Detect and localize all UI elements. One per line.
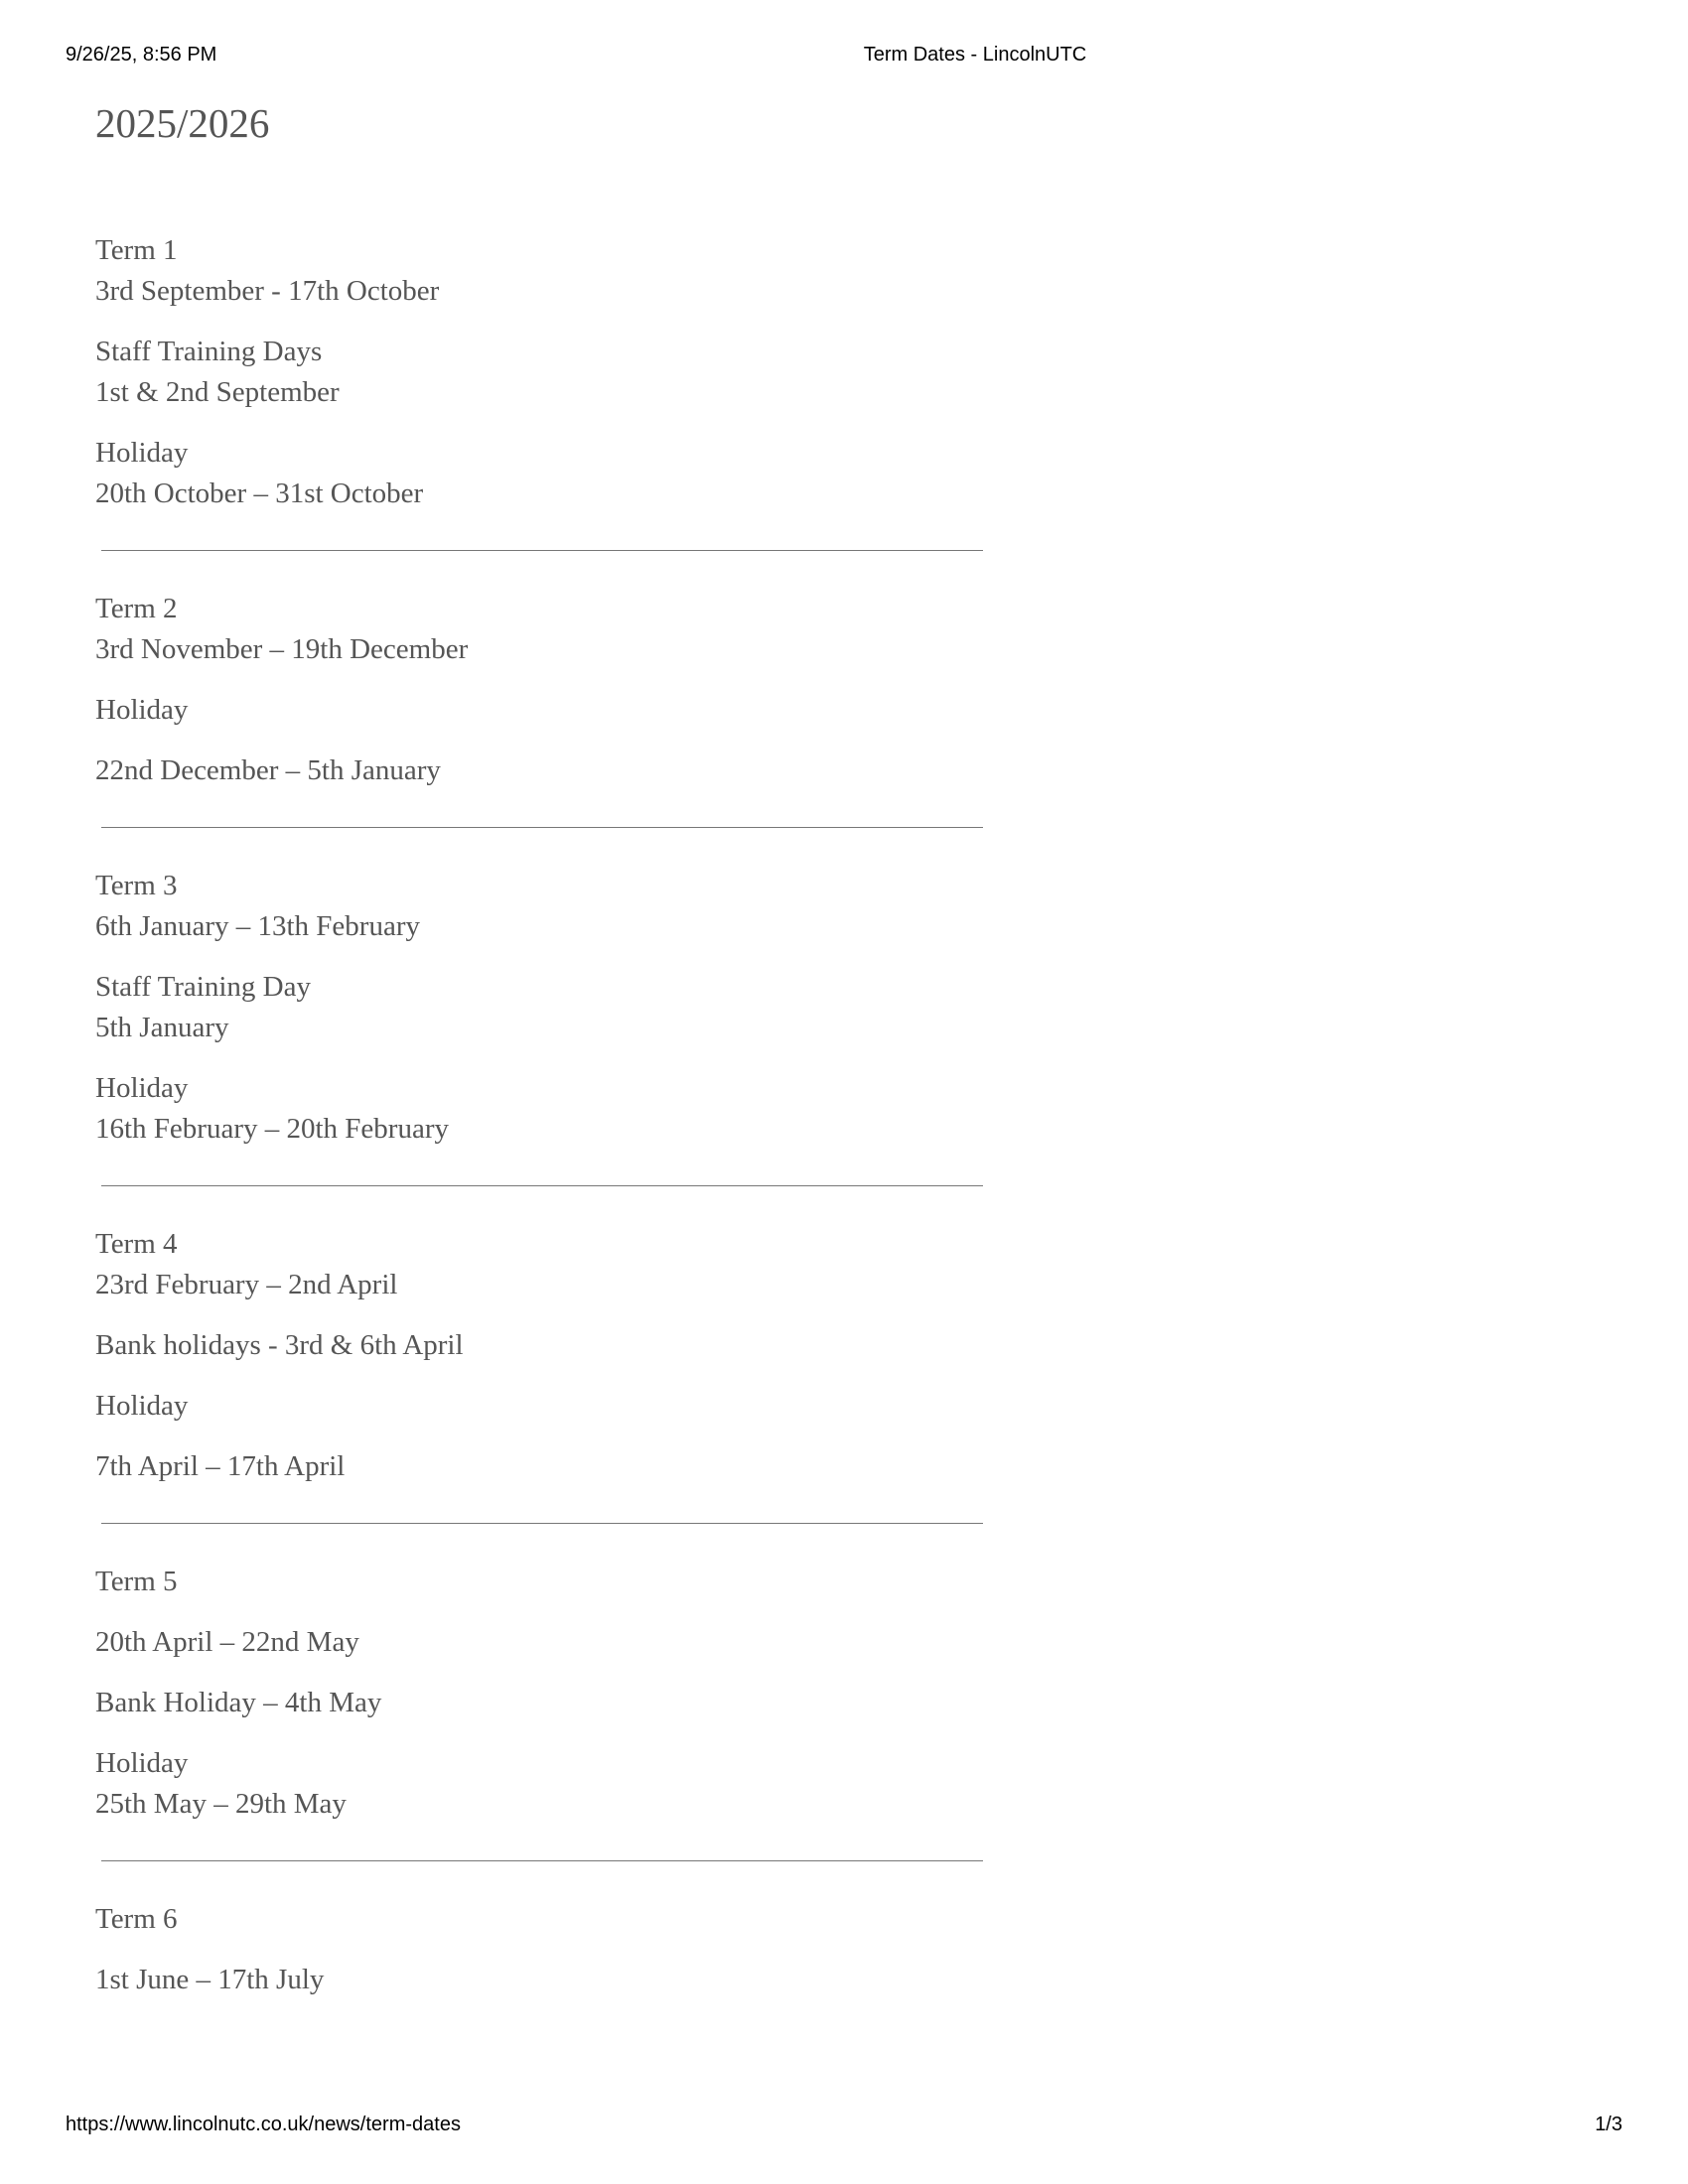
term-block bbox=[95, 866, 1088, 1150]
entry-label: Holiday bbox=[95, 437, 189, 469]
entry-dates: 6th January – 13th February bbox=[95, 910, 420, 942]
term-entry bbox=[95, 433, 1088, 514]
term-entry bbox=[95, 230, 1088, 312]
term-block bbox=[95, 1224, 1088, 1487]
term-entry bbox=[95, 1068, 1088, 1150]
term-block bbox=[95, 589, 1088, 791]
print-url: https://www.lincolnutc.co.uk/news/term-dates bbox=[66, 2114, 461, 2135]
entry-label: Staff Training Day bbox=[95, 971, 311, 1003]
entry-label: Term 4 bbox=[95, 1228, 178, 1260]
print-page-title: Term Dates - LincolnUTC bbox=[863, 44, 1087, 66]
entry-label: Holiday bbox=[95, 1072, 189, 1104]
entry-label: Term 3 bbox=[95, 870, 178, 901]
term-entry bbox=[95, 1386, 1088, 1427]
term-block bbox=[95, 1562, 1088, 1825]
entry-dates: 16th February – 20th February bbox=[95, 1113, 449, 1145]
entry-label: 7th April – 17th April bbox=[95, 1450, 346, 1482]
term-entry bbox=[95, 690, 1088, 731]
entry-label: Bank Holiday – 4th May bbox=[95, 1687, 382, 1718]
divider-line bbox=[101, 1523, 983, 1524]
term-entry bbox=[95, 1325, 1088, 1366]
entry-label: Bank holidays - 3rd & 6th April bbox=[95, 1329, 464, 1361]
term-entry bbox=[95, 1960, 1088, 2000]
term-entry bbox=[95, 1683, 1088, 1723]
entry-label: Term 1 bbox=[95, 234, 178, 266]
divider-line bbox=[101, 1860, 983, 1861]
term-entry bbox=[95, 332, 1088, 413]
term-entry bbox=[95, 1622, 1088, 1663]
entry-label: Holiday bbox=[95, 1747, 189, 1779]
term-entry bbox=[95, 967, 1088, 1048]
print-footer bbox=[0, 2114, 1688, 2141]
term-entry bbox=[95, 1743, 1088, 1825]
entry-label: Staff Training Days bbox=[95, 336, 323, 367]
year-title: 2025/2026 bbox=[95, 100, 270, 146]
entry-label: Term 2 bbox=[95, 593, 178, 624]
term-entry bbox=[95, 589, 1088, 670]
term-entry bbox=[95, 751, 1088, 791]
term-list bbox=[95, 230, 1088, 2000]
term-entry bbox=[95, 1446, 1088, 1487]
entry-dates: 1st & 2nd September bbox=[95, 376, 340, 408]
entry-dates: 20th October – 31st October bbox=[95, 478, 424, 509]
print-header bbox=[0, 44, 1688, 71]
entry-dates: 25th May – 29th May bbox=[95, 1788, 347, 1820]
divider-line bbox=[101, 550, 983, 551]
entry-dates: 23rd February – 2nd April bbox=[95, 1269, 398, 1300]
entry-dates: 3rd November – 19th December bbox=[95, 633, 469, 665]
page-content bbox=[95, 97, 1088, 2020]
print-datetime: 9/26/25, 8:56 PM bbox=[66, 44, 217, 66]
entry-label: 22nd December – 5th January bbox=[95, 754, 441, 786]
entry-label: Holiday bbox=[95, 694, 189, 726]
term-entry bbox=[95, 866, 1088, 947]
entry-label: Term 5 bbox=[95, 1566, 178, 1597]
print-page-number: 1/3 bbox=[1595, 2114, 1622, 2135]
entry-label: 1st June – 17th July bbox=[95, 1964, 325, 1995]
divider-line bbox=[101, 1185, 983, 1186]
entry-label: Term 6 bbox=[95, 1903, 178, 1935]
entry-dates: 3rd September - 17th October bbox=[95, 275, 440, 307]
term-entry bbox=[95, 1899, 1088, 1940]
entry-label: Holiday bbox=[95, 1390, 189, 1422]
entry-label: 20th April – 22nd May bbox=[95, 1626, 359, 1658]
term-entry bbox=[95, 1224, 1088, 1305]
divider-line bbox=[101, 827, 983, 828]
term-block bbox=[95, 1899, 1088, 2000]
entry-dates: 5th January bbox=[95, 1012, 229, 1043]
term-block bbox=[95, 230, 1088, 514]
term-entry bbox=[95, 1562, 1088, 1602]
